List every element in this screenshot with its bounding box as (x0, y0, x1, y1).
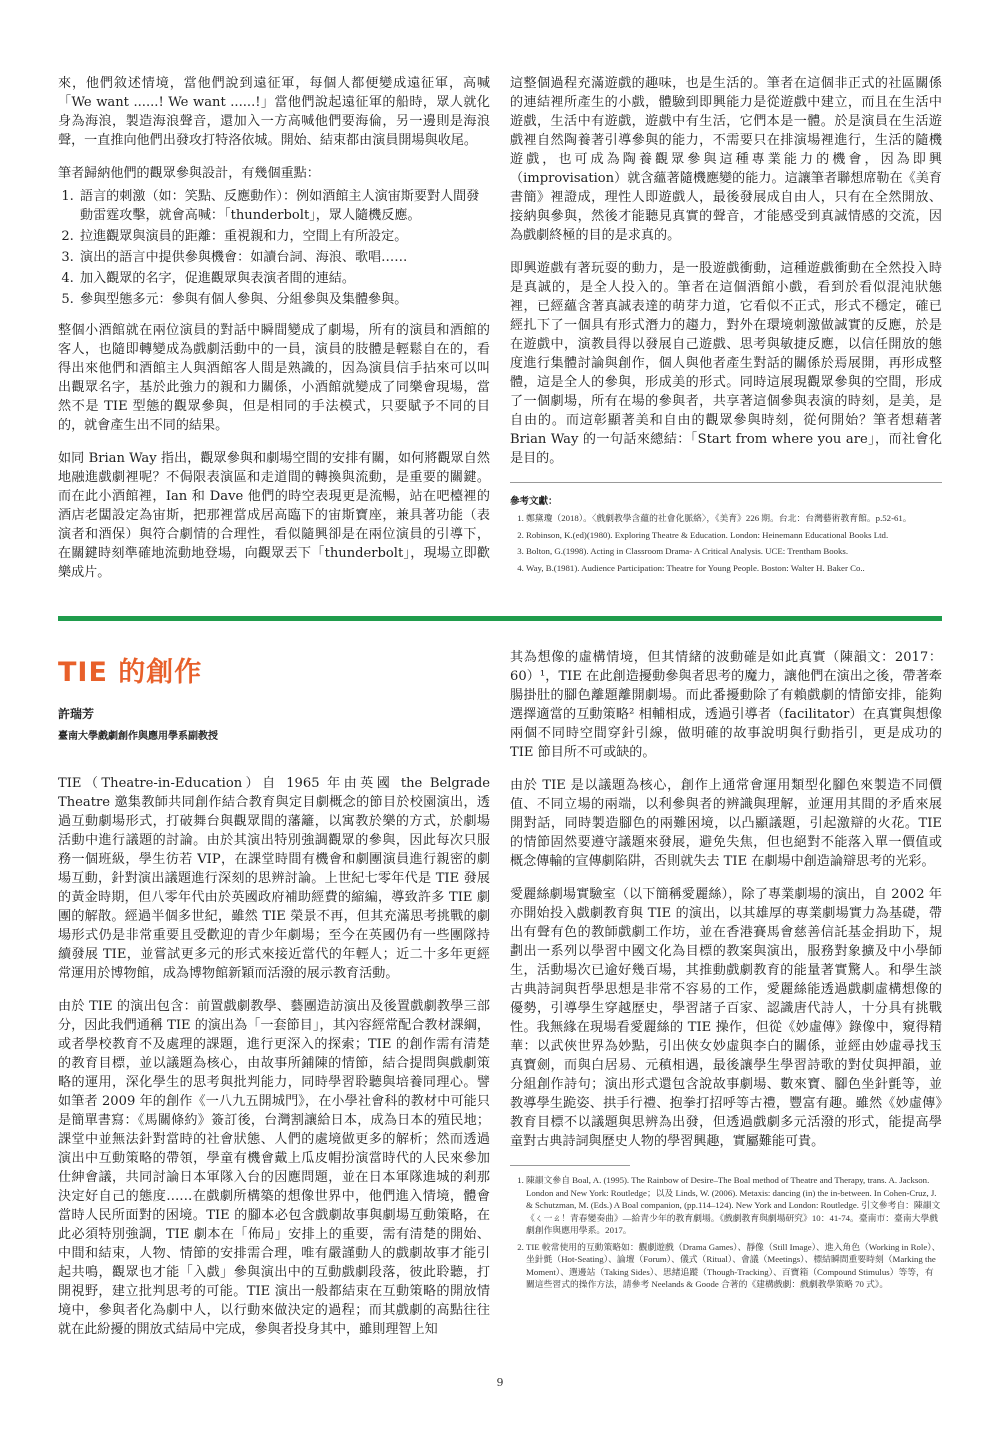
upper-right-column (510, 74, 942, 578)
reference-item: 2. Robinson, K.(ed)(1980). Exploring Theatre & Education. London: Heinemann Educational Books Ltd. (526, 529, 942, 542)
paragraph: 由於 TIE 的演出包含：前置戲劇教學、藝團造訪演出及後置戲劇教學三部分，因此我們通稱 TIE 的演出為「一套節目」，其內容經常配合教材課綱，或者學校教育不及處理的課題，進行更深入的探索；TIE 的創作需有清楚的教育目標，並以議題為核心，由故事所鋪陳的情節，結合提問與戲劇策略的運用，深化學生的思考與批判能力，同時學習聆聽與培養同理心。譬如筆者 2009 年的創作《一八九五開城門》，在小學社會科的教材中可能只是簡單書寫：《馬關條約》簽訂後，台灣割讓給日本，成為日本的殖民地；課堂中並無法針對當時的社會狀態、人們的處境做更多的解析；然而透過演出中互動策略的帶領，學童有機會戴上瓜皮帽扮演當時代的人民來參加仕紳會議，共同討論日本軍隊入台的因應問題，並在日本軍隊進城的剎那決定好自己的態度……在戲劇所構築的想像世界中，他們進入情境，體會當時人民所面對的困境。TIE 的腳本必包含戲劇故事與劇場互動策略，在此必須特別強調，TIE 劇本在「佈局」安排上的重要，需有清楚的開始、中間和結束，人物、情節的安排需合理，唯有嚴謹動人的戲劇故事才能引起共鳴，觀眾也才能「入戲」參與演出中的互動戲劇段落，彼此聆聽，打開視野，建立批判思考的可能。TIE 演出一般都結束在互動策略的開放情境中，參與者化為劇中人，以行動來做決定的過程；而其戲劇的高點往往就在此紛擾的開放式結局中完成，參與者投身其中，雖則理智上知 (58, 999, 490, 1337)
references-list (510, 512, 942, 574)
lower-left-column (58, 648, 490, 1353)
footnote-divider (510, 1165, 630, 1166)
paragraph: TIE（Theatre-in-Education）自 1965 年由英國 the Belgrade Theatre 邀集教師共同創作結合教育與定目劇概念的節目於校園演出，透過互動劇場形式，打破舞台與觀眾間的藩籬，以寓教於樂的方式，於劇場活動中進行議題的討論。由於其演出特別強調觀眾的參與，因此每次只服務一個班級，學生彷若 VIP，在課堂時間有機會和劇團演員進行親密的劇場互動，針對演出議題進行深刻的思辨討論。上世紀七零年代是 TIE 發展的黃金時期，但八零年代由於英國政府補助經費的縮編，導致許多 TIE 劇團的解散。經過半個多世紀，雖然 TIE 榮景不再，但其充滿思考挑戰的劇場形式仍是非常重要且受歡迎的青少年劇場；至今在英國仍有一些團隊持續發展 TIE，並嘗試更多元的形式來接近當代的年輕人；近二十多年更經常運用於博物館，成為博物館新穎而活潑的展示教育活動。 (58, 776, 490, 981)
footnote-item: 2. TIE 較常使用的互動策略如：觀劇遊戲（Drama Games）、靜像（Still Image）、進入角色（Working in Role）、坐針氈（Hot-Seating）、論壇（Forum）、儀式（Ritual）、會議（Meetings）、標結瞬間重要時刻（Marking the Moment）、選邊站（Taking Sides）、思緒追蹤（Though-Tracking）、百寶箱（Compound Stimulus）等等，有關這些習式的操作方法，請參考 Neelands & Goode 合著的《建構戲劇：戲劇教學策略 70 式》。 (526, 1241, 942, 1291)
footnote-item: 1. 陳韻文參自 Boal, A. (1995). The Rainbow of Desire–The Boal method of Theatre and Therapy, trans. A. Jackson. London and New York: Routledge；以及 Linds, W. (2006). Metaxis: dancing (in) the in-between. In Cohen-Cruz, J. & Schutzman, M. (Eds.) A Boal companion, (pp.114–124). New York and London: Routledge. 引文參考自：陳韻文《ㄑ一ㄠ！青春變奏曲》—給青少年的教育劇場。《戲劇教育與劇場研究》10：41-74。臺南市：臺南大學戲劇創作與應用學系。2017。 (526, 1174, 942, 1237)
paragraph: 由於 TIE 是以議題為核心，創作上通常會運用類型化腳色來製造不同價值、不同立場的兩端，以利參與者的辨識與理解，並運用其間的矛盾來展開對話，同時製造腳色的兩難困境，以凸顯議題，引起激辯的火花。TIE 的情節固然要遵守議題來發展，避免失焦，但也絕對不能落入單一價值或概念傳輸的宣傳劇陷阱，否則就失去 TIE 在劇場中創造論辯思考的光彩。 (510, 778, 942, 869)
key-points-list (58, 187, 490, 309)
footnotes-list (510, 1174, 942, 1291)
paragraph: 這整個過程充滿遊戲的趣味，也是生活的。筆者在這個非正式的社區關係的連結裡所產生的小戲，體驗到即興能力是從遊戲中建立，而且在生活中遊戲，生活中有遊戲，遊戲中有生活，它們本是一體。於是演員在生活遊戲裡自然陶養著引導參與的能力，不需要只在排演場裡進行，生活的隨機遊戲，也可成為陶養觀眾參與這種專業能力的機會，因為即興（improvisation）就含蘊著隨機應變的能力。這讓筆者聯想席勒在《美育書簡》裡證成，理性人即遊戲人，最後發展成自由人，只有在全然開放、接納與參與，然後才能聽見真實的聲音，才能感受到真誠情感的交流，因為戲劇終極的目的是求真的。 (510, 76, 942, 243)
page-number: 9 (496, 1376, 504, 1389)
reference-item: 4. Way, B.(1981). Audience Participation: Theatre for Young People. Boston: Walter H. Baker Co.. (526, 562, 942, 575)
paragraph: 其為想像的虛構情境，但其情緒的波動確是如此真實（陳韻文：2017：60）¹，TIE 在此創造擾動參與者思考的魔力，讓他們在演出之後，帶著牽腸掛肚的腳色離題離開劇場。而此番擾動除了有賴戲劇的情節安排，能夠選擇適當的互動策略² 相輔相成，透過引導者（facilitator）在真實與想像兩個不同時空間穿針引線，做明確的故事說明與行動指引，更是成功的 TIE 節目所不可或缺的。 (510, 650, 942, 760)
paragraph: 即興遊戲有著玩耍的動力，是一股遊戲衝動，這種遊戲衝動在全然投入時是真誠的，是全人投入的。筆者在這個酒館小戲，看到於看似混沌狀態裡，已經蘊含著真誠表達的萌芽力道，它看似不正式，形式不穩定，確已經扎下了一個具有形式潛力的趨力，對外在環境刺激做誠實的反應，於是在遊戲中，演教員得以發展自己遊戲、思考與敏捷反應，以信任開放的態度進行集體討論與創作，個人與他者產生對話的關係於焉展開，再形成整體，這是全人的參與，形成美的形式。同時這展現觀眾參與的空間，形成了一個劇場，所有在場的參與者，共享著這個參與表演的時刻，是美，是自由的。而這彰顯著美和自由的觀眾參與時刻，從何開始？筆者想藉著 Brian Way 的一句話來總結：「Start from where you are」，而社會化是目的。 (510, 261, 942, 466)
list-item: 5. 參與型態多元：參與有個人參與、分組參與及集體參與。 (78, 290, 490, 309)
author-name: 許瑞芳 (58, 707, 95, 721)
paragraph: 如同 Brian Way 指出，觀眾參與和劇場空間的安排有關，如何將觀眾自然地融進戲劇裡呢？不侷限表演區和走道間的轉換與流動，是重要的關鍵。而在此小酒館裡，Ian 和 Dave 他們的時空表現更是流暢，站在吧檯裡的酒店老闆設定為宙斯，把那裡當成居高臨下的宙斯寶座，兼具著功能（表演者和酒保）與符合劇情的合理性，看似隨興卻是在兩位演員的引導下，在關鍵時刻準確地流動地登場，向觀眾丟下「thunderbolt」，現場立即歡樂成片。 (58, 451, 490, 580)
reference-item: 3. Bolton, G.(1998). Acting in Classroom Drama- A Critical Analysis. UCE: Trentham Books. (526, 545, 942, 558)
list-item: 1. 語言的刺激（如：笑點、反應動作）：例如酒館主人演宙斯要對人間發動雷霆攻擊，就會高喊：「thunderbolt」，眾人隨機反應。 (78, 187, 490, 225)
section-divider (58, 616, 942, 621)
list-item: 4. 加入觀眾的名字，促進觀眾與表演者間的連結。 (78, 269, 490, 288)
paragraph: 愛麗絲劇場實驗室（以下簡稱愛麗絲），除了專業劇場的演出，自 2002 年亦開始投入戲劇教育與 TIE 的演出，以其雄厚的專業劇場實力為基礎，帶出有聲有色的教師戲劇工作坊，並在香港賽馬會慈善信託基金捐助下，規劃出一系列以學習中國文化為目標的教案與演出，服務對象擴及中小學師生，活動場次已逾好幾百場，其推動戲劇教育的能量著實驚人。和學生談古典詩詞與哲學思想是非常不容易的工作，愛麗絲能透過戲劇虛構想像的優勢，引導學生穿越歷史，學習諸子百家、認識唐代詩人，十分具有挑戰性。我無緣在現場看愛麗絲的 TIE 操作，但從《妙虛傳》錄像中，窺得精華：以武俠世界為妙點，引出俠女妙虛與李白的關係，並經由妙虛尋找玉真寶劍，而與白居易、元稹相遇，最後讓學生學習詩歌的對仗與押韻，並分組創作詩句；演出形式還包含說故事劇場、數來寶、腳色坐針氈等，並教導學生跪姿、拱手行禮、抱拳打招呼等古禮，豐富有趣。雖然《妙虛傳》教育目標不以議題與思辨為出發，但透過戲劇多元活潑的形式，能提高學童對古典詩詞與歷史人物的學習興趣，實屬難能可貴。 (510, 887, 942, 1149)
paragraph: 來，他們敘述情境，當他們說到遠征軍，每個人都便變成遠征軍，高喊「We want ......! We want ......!」當他們說起遠征軍的船時，眾人就化身為海浪，製造海浪聲音，還加入一方高喊他們要海倫，另一邊則是海浪聲，一直推向他們出發攻打特洛依城。開始、結束都由演員開場與收尾。 (58, 76, 490, 148)
reference-item: 1. 鄭黛瓊（2018）。〈戲劇教學含蘊的社會化脈絡〉，《美育》226 期。台北：台灣藝術教育館。p.52-61。 (526, 512, 942, 525)
references-heading: 參考文獻： (510, 496, 558, 507)
author-affiliation: 臺南大學戲劇創作與應用學系副教授 (58, 731, 218, 742)
article-title: TIE 的創作 (58, 657, 203, 688)
list-item: 3. 演出的語言中提供參與機會：如讀台詞、海浪、歌唱…… (78, 248, 490, 267)
references-section (510, 482, 942, 574)
upper-left-column (58, 74, 490, 596)
paragraph: 筆者歸納他們的觀眾參與設計，有幾個重點： (58, 166, 320, 181)
list-item: 2. 拉進觀眾與演員的距離：重視親和力，空間上有所設定。 (78, 227, 490, 246)
lower-right-column (510, 648, 942, 1295)
paragraph: 整個小酒館就在兩位演員的對話中瞬間變成了劇場，所有的演員和酒館的客人，也隨即轉變成為戲劇活動中的一員，演員的肢體是輕鬆自在的，看得出來他們和酒館主人與酒館客人間是熟識的，因為演員信手拈來可以叫出觀眾名字，基於此強力的親和力關係，小酒館就變成了同樂會現場，當然不是 TIE 型態的觀眾參與，但是相同的手法模式，只要賦予不同的目的，就會產生出不同的結果。 (58, 323, 490, 433)
